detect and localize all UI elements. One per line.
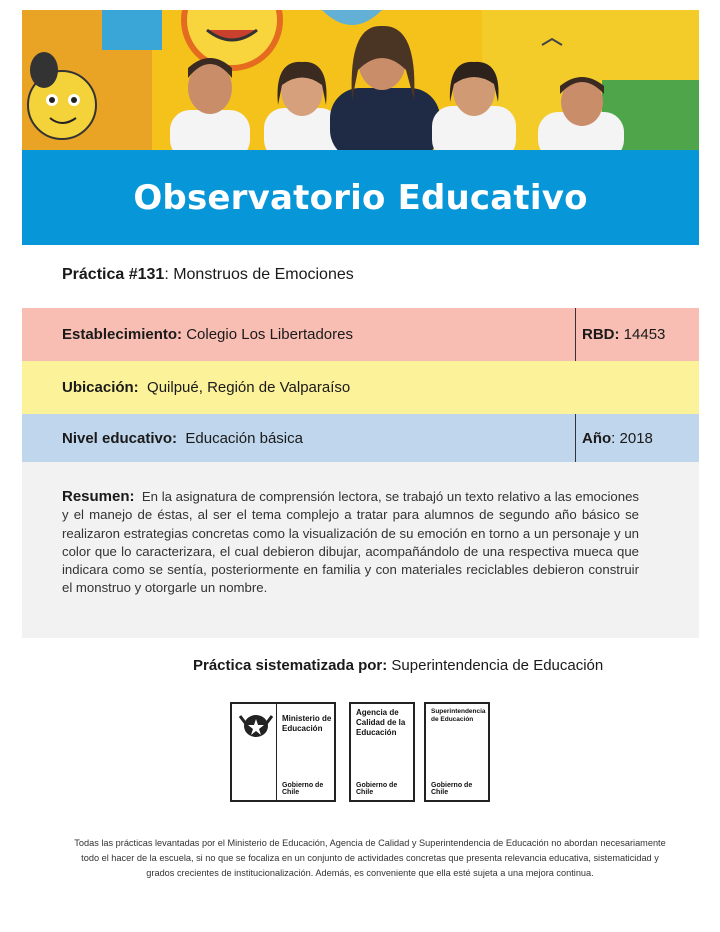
agencia-logo xyxy=(349,702,415,802)
ministerio-line1: Ministerio de xyxy=(282,714,332,723)
establishment-row xyxy=(22,308,699,361)
hero-photo xyxy=(22,10,699,150)
summary-text: En la asignatura de comprensión lectora, se trabajó un texto relativo a las emociones y el manejo de éstas, al ser el tema complejo a tratar para alumnos de segundo año básico se realizaron estrategias concretas como la visualización de su emoción en torno a un personaje y un color que lo caracterizara, el cual debieron dibujar, acompañándolo de una respectiva mueca que indicara como se sentía, posteriormente en familia y con materiales reciclables debieron construir el monstruo y otorgarle un nombre. xyxy=(62,489,640,596)
practice-name: : Monstruos de Emociones xyxy=(164,266,354,283)
summary-box xyxy=(22,462,699,638)
level-row xyxy=(22,414,699,462)
agencia-line3: Educación xyxy=(356,728,397,737)
coat-of-arms-icon xyxy=(238,710,274,740)
superintendencia-footer: Gobierno de Chile xyxy=(431,782,473,796)
location-label: Ubicación: xyxy=(62,379,139,396)
year-value: : 2018 xyxy=(611,429,653,447)
systematized-value: Superintendencia de Educación xyxy=(391,657,604,674)
agencia-line2: Calidad de la xyxy=(356,718,406,727)
summary-label: Resumen: xyxy=(62,488,135,505)
systematized-label: Práctica sistematizada por: xyxy=(193,657,388,674)
agencia-footer: Gobierno de Chile xyxy=(356,782,398,796)
rbd-label: RBD: xyxy=(582,326,620,343)
practice-title xyxy=(62,266,354,284)
rbd-value: 14453 xyxy=(623,326,666,343)
establishment-value: Colegio Los Libertadores xyxy=(186,326,353,343)
title-banner xyxy=(22,150,699,245)
disclaimer-text: Todas las prácticas levantadas por el Ministerio de Educación, Agencia de Calidad y Superintendencia de Educación no abordan necesariamente todo el hacer de la escuela, si no que se focaliza en un conjunto de actividades concretas que presenta relevancia educativa, sistematicidad y grados crecientes de institucionalización. Además, es conveniente que ella esté sujeta a una mejora continua. xyxy=(74,838,666,878)
ministerio-footer: Gobierno de Chile xyxy=(282,782,324,796)
page-title: Observatorio Educativo xyxy=(133,177,588,218)
ministerio-logo xyxy=(230,702,336,802)
superintendencia-logo xyxy=(424,702,490,802)
ministerio-line2: Educación xyxy=(282,724,323,733)
agencia-line1: Agencia de xyxy=(356,708,399,717)
year-label: Año xyxy=(582,429,612,447)
practice-number: Práctica #131 xyxy=(62,266,165,283)
level-label: Nivel educativo: xyxy=(62,429,178,447)
establishment-label: Establecimiento: xyxy=(62,326,183,343)
superintendencia-line1: Superintendencia xyxy=(431,708,486,715)
location-row xyxy=(22,361,699,414)
location-value: Quilpué, Región de Valparaíso xyxy=(147,379,351,396)
superintendencia-line2: de Educación xyxy=(431,716,474,723)
systematized-by xyxy=(193,657,603,674)
level-value: Educación básica xyxy=(185,429,303,447)
